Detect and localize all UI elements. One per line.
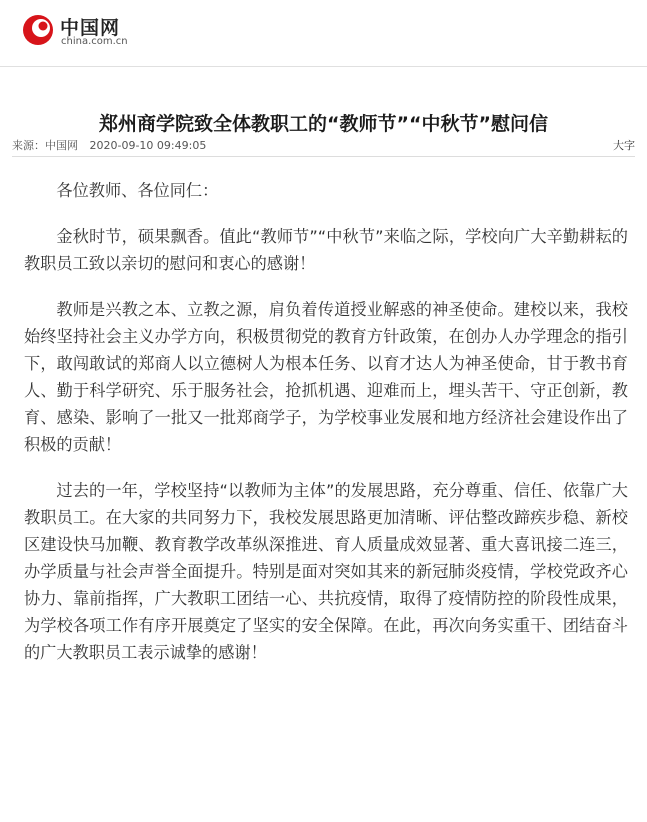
article-paragraph: 金秋时节，硕果飘香。值此“教师节”“中秋节”来临之际，学校向广大辛勤耕耘的教职员工致以亲切的慰问和衷心的感谢！ [24,227,628,273]
article-body [24,177,628,685]
site-header [0,0,647,67]
article-datetime: 2020-09-10 09:49:05 [89,139,207,152]
article-greeting: 各位教师、各位同仁： [56,181,219,200]
article-title: 郑州商学院致全体教职工的“教师节”“中秋节”慰问信 [99,112,548,135]
article-paragraph: 过去的一年，学校坚持“以教师为主体”的发展思路，充分尊重、信任、依靠广大教职员工。在大家的共同努力下，我校发展思路更加清晰、评估整改蹄疾步稳、新校区建设快马加鞭、教育教学改革纵深推进、育人质量成效显著、重大喜讯接二连三，办学质量与社会声誉全面提升。特别是面对突如其来的新冠肺炎疫情，学校党政齐心协力、靠前指挥，广大教职工团结一心、共抗疫情，取得了疫情防控的阶段性成果，为学校各项工作有序开展奠定了坚实的安全保障。在此，再次向务实重干、团结奋斗的广大教职员工表示诚挚的感谢！ [24,481,628,662]
china-com-cn-logo-icon [22,14,54,46]
article-paragraph: 教师是兴教之本、立教之源，肩负着传道授业解惑的神圣使命。建校以来，我校始终坚持社会主义办学方向，积极贯彻党的教育方针政策，在创办人办学理念的指引下，敢闯敢试的郑商人以立德树人为根本任务、以育才达人为神圣使命，甘于教书育人、勤于科学研究、乐于服务社会，抢抓机遇、迎难而上，埋头苦干、守正创新，教育、感染、影响了一批又一批郑商学子，为学校事业发展和地方经济社会建设作出了积极的贡献！ [24,300,628,454]
logo-domain: china.com.cn [61,36,128,47]
site-logo[interactable] [22,12,132,52]
font-size-toggle[interactable]: 大字 [613,139,635,152]
meta-divider [12,156,635,157]
article-source: 来源：中国网 [12,139,78,152]
article-meta [12,137,214,153]
logo-name: 中国网 [60,17,121,39]
